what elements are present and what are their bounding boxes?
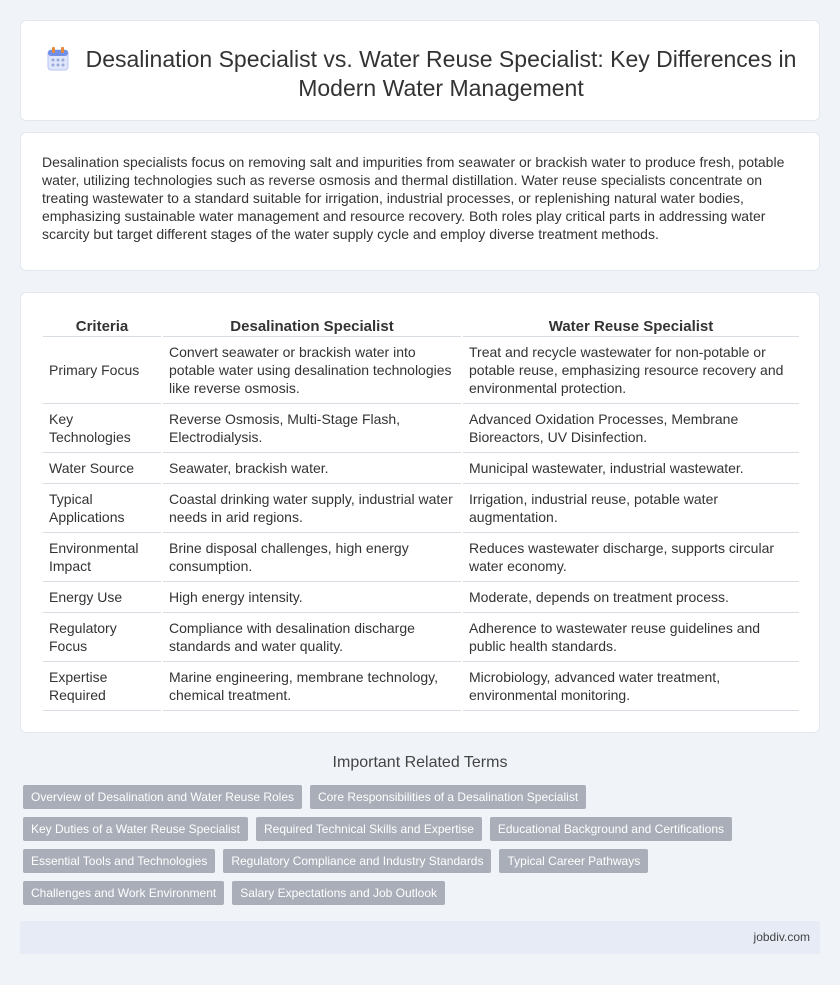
- table-cell-criteria: Environmental Impact: [43, 533, 161, 582]
- table-cell-criteria: Water Source: [43, 453, 161, 484]
- table-row: [43, 613, 799, 662]
- related-term-tag[interactable]: Educational Background and Certifications: [490, 817, 732, 841]
- related-term-tag[interactable]: Typical Career Pathways: [499, 849, 648, 873]
- related-term-tag[interactable]: Challenges and Work Environment: [23, 881, 224, 905]
- table-cell-criteria: Primary Focus: [43, 337, 161, 404]
- table-row: [43, 533, 799, 582]
- related-term-tag[interactable]: Key Duties of a Water Reuse Specialist: [23, 817, 248, 841]
- table-cell-desalination: Convert seawater or brackish water into potable water using desalination technologies like reverse osmosis.: [163, 337, 461, 404]
- table-cell-water-reuse: Advanced Oxidation Processes, Membrane Bioreactors, UV Disinfection.: [463, 404, 799, 453]
- table-cell-water-reuse: Irrigation, industrial reuse, potable water augmentation.: [463, 484, 799, 533]
- footer-site-link[interactable]: jobdiv.com: [753, 930, 810, 944]
- table-row: [43, 662, 799, 711]
- table-cell-desalination: Coastal drinking water supply, industrial water needs in arid regions.: [163, 484, 461, 533]
- table-cell-criteria: Energy Use: [43, 582, 161, 613]
- table-cell-water-reuse: Moderate, depends on treatment process.: [463, 582, 799, 613]
- table-cell-water-reuse: Microbiology, advanced water treatment, environmental monitoring.: [463, 662, 799, 711]
- table-cell-criteria: Expertise Required: [43, 662, 161, 711]
- table-cell-desalination: Marine engineering, membrane technology, chemical treatment.: [163, 662, 461, 711]
- related-term-tag[interactable]: Regulatory Compliance and Industry Standards: [223, 849, 491, 873]
- table-cell-criteria: Typical Applications: [43, 484, 161, 533]
- table-cell-criteria: Regulatory Focus: [43, 613, 161, 662]
- comparison-table: [41, 317, 801, 711]
- column-header-water-reuse: Water Reuse Specialist: [463, 317, 799, 337]
- table-cell-desalination: Seawater, brackish water.: [163, 453, 461, 484]
- comparison-table-card: [20, 292, 820, 733]
- table-row: [43, 337, 799, 404]
- column-header-criteria: Criteria: [43, 317, 161, 337]
- related-terms-heading: Important Related Terms: [332, 754, 508, 771]
- table-cell-criteria: Key Technologies: [43, 404, 161, 453]
- related-term-tag[interactable]: Salary Expectations and Job Outlook: [232, 881, 445, 905]
- related-term-tag[interactable]: Core Responsibilities of a Desalination Specialist: [310, 785, 586, 809]
- page-title: Desalination Specialist vs. Water Reuse Specialist: Key Differences in Modern Water Management: [85, 46, 797, 101]
- header-card: [20, 20, 820, 121]
- table-cell-water-reuse: Reduces wastewater discharge, supports circular water economy.: [463, 533, 799, 582]
- table-row: [43, 582, 799, 613]
- table-cell-desalination: Reverse Osmosis, Multi-Stage Flash, Electrodialysis.: [163, 404, 461, 453]
- summary-card: [20, 132, 820, 271]
- related-term-tag[interactable]: Required Technical Skills and Expertise: [256, 817, 482, 841]
- table-header-row: [43, 317, 799, 337]
- table-cell-desalination: Brine disposal challenges, high energy consumption.: [163, 533, 461, 582]
- table-row: [43, 484, 799, 533]
- related-terms-list: [23, 785, 823, 913]
- summary-paragraph: Desalination specialists focus on removing salt and impurities from seawater or brackish water to produce fresh, potable water, utilizing technologies such as reverse osmosis and thermal distillation. Water reuse specialists concentrate on treating wastewater to a standard suitable for irrigation, industrial processes, or replenishing natural water bodies, emphasizing sustainable water management and resource recovery. Both roles play critical parts in addressing water scarcity but target different stages of the water supply cycle and employ diverse treatment methods.: [42, 154, 785, 242]
- table-cell-water-reuse: Treat and recycle wastewater for non-potable or potable reuse, emphasizing resource recovery and environmental protection.: [463, 337, 799, 404]
- footer: [20, 921, 820, 954]
- table-cell-water-reuse: Municipal wastewater, industrial wastewater.: [463, 453, 799, 484]
- table-cell-desalination: Compliance with desalination discharge standards and water quality.: [163, 613, 461, 662]
- related-term-tag[interactable]: Essential Tools and Technologies: [23, 849, 215, 873]
- column-header-desalination: Desalination Specialist: [163, 317, 461, 337]
- table-cell-water-reuse: Adherence to wastewater reuse guidelines and public health standards.: [463, 613, 799, 662]
- table-cell-desalination: High energy intensity.: [163, 582, 461, 613]
- table-row: [43, 453, 799, 484]
- table-row: [43, 404, 799, 453]
- related-term-tag[interactable]: Overview of Desalination and Water Reuse Roles: [23, 785, 302, 809]
